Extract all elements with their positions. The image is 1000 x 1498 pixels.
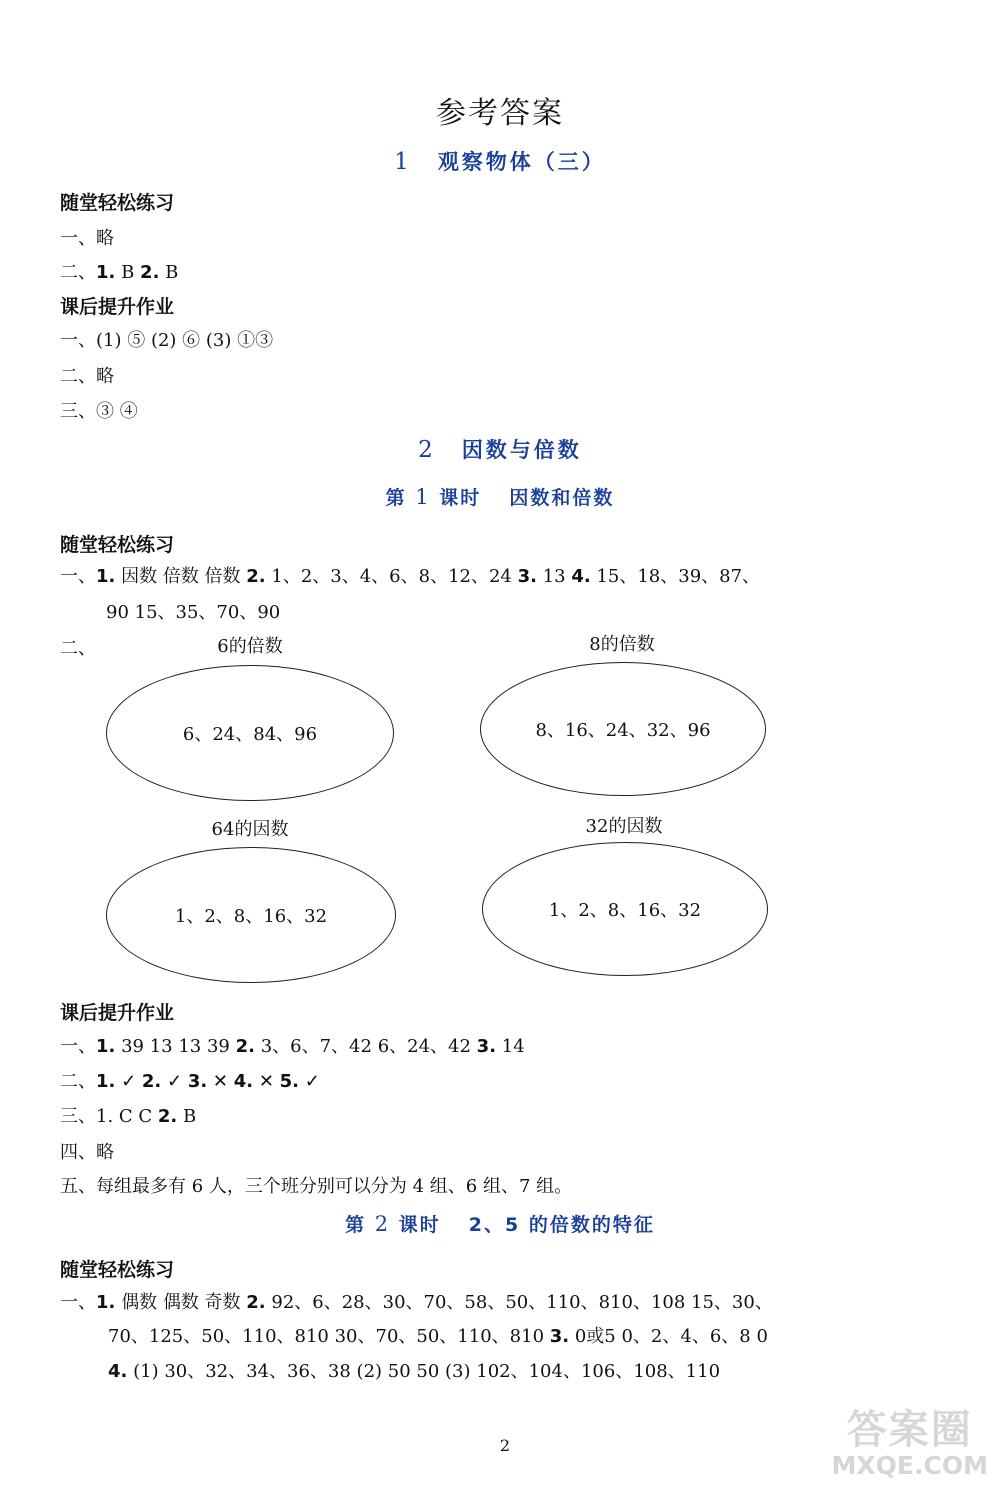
oval-label: 8的倍数 <box>589 634 655 655</box>
page-title: 参考答案 <box>436 96 564 131</box>
answer-prefix: 二、 <box>60 638 96 659</box>
section-heading: 随堂轻松练习 <box>60 534 175 556</box>
answer-line: 一、1. 因数 倍数 倍数 2. 1、2、3、4、6、8、12、24 3. 13 4. 15、18、39、87、 <box>60 566 761 587</box>
answer-line: 一、1. 偶数 偶数 奇数 2. 92、6、28、30、70、58、50、110、810、108 15、30、 <box>60 1292 773 1313</box>
oval-set: 1、2、8、16、32 <box>482 842 768 976</box>
chapter-number: 1 <box>394 149 412 175</box>
answer-line-continued: 70、125、50、110、810 30、70、50、110、810 3. 0或5 0、2、4、6、8 0 <box>108 1326 768 1347</box>
lesson-1-heading: 第 1 课时 因数和倍数 <box>385 485 615 509</box>
chapter-2-heading <box>0 434 1000 464</box>
answer-line: 三、1. C C 2. B <box>60 1106 197 1127</box>
answer-line-continued: 90 15、35、70、90 <box>106 602 281 623</box>
answer-line: 二、1. ✓ 2. ✓ 3. ✕ 4. ✕ 5. ✓ <box>60 1071 320 1092</box>
section-heading: 课后提升作业 <box>60 296 175 318</box>
answer-line: 四、略 <box>60 1142 114 1163</box>
oval-set: 8、16、24、32、96 <box>480 662 766 796</box>
answer-line: 一、略 <box>60 228 114 249</box>
page-number: 2 <box>499 1436 511 1455</box>
lesson-2-heading: 第 2 课时 2、5 的倍数的特征 <box>345 1212 655 1236</box>
section-heading: 随堂轻松练习 <box>60 192 175 214</box>
chapter-1-heading <box>0 146 1000 176</box>
answer-line: 五、每组最多有 6 人，三个班分别可以分为 4 组、6 组、7 组。 <box>60 1176 573 1197</box>
oval-label: 64的因数 <box>211 819 289 840</box>
answer-line: 二、1. B 2. B <box>60 262 179 283</box>
oval-set: 1、2、8、16、32 <box>106 847 396 983</box>
chapter-title: 因数与倍数 <box>461 438 582 462</box>
section-heading: 随堂轻松练习 <box>60 1259 175 1281</box>
section-heading: 课后提升作业 <box>60 1002 175 1024</box>
answer-line: 二、略 <box>60 366 114 387</box>
answer-line-continued: 4. (1) 30、32、34、36、38 (2) 50 50 (3) 102、104、106、108、110 <box>108 1361 721 1382</box>
chapter-title: 观察物体（三） <box>437 150 606 174</box>
answer-line: 一、(1) ⑤ (2) ⑥ (3) ①③ <box>60 330 274 351</box>
oval-set: 6、24、84、96 <box>106 665 394 801</box>
answer-line: 三、③ ④ <box>60 401 138 422</box>
watermark-logo: 答案圈 MXQE.COM <box>831 1407 988 1480</box>
chapter-number: 2 <box>418 437 436 463</box>
oval-label: 6的倍数 <box>217 636 283 657</box>
oval-label: 32的因数 <box>585 816 663 837</box>
answer-line: 一、1. 39 13 13 39 2. 3、6、7、42 6、24、42 3. 14 <box>60 1036 525 1057</box>
